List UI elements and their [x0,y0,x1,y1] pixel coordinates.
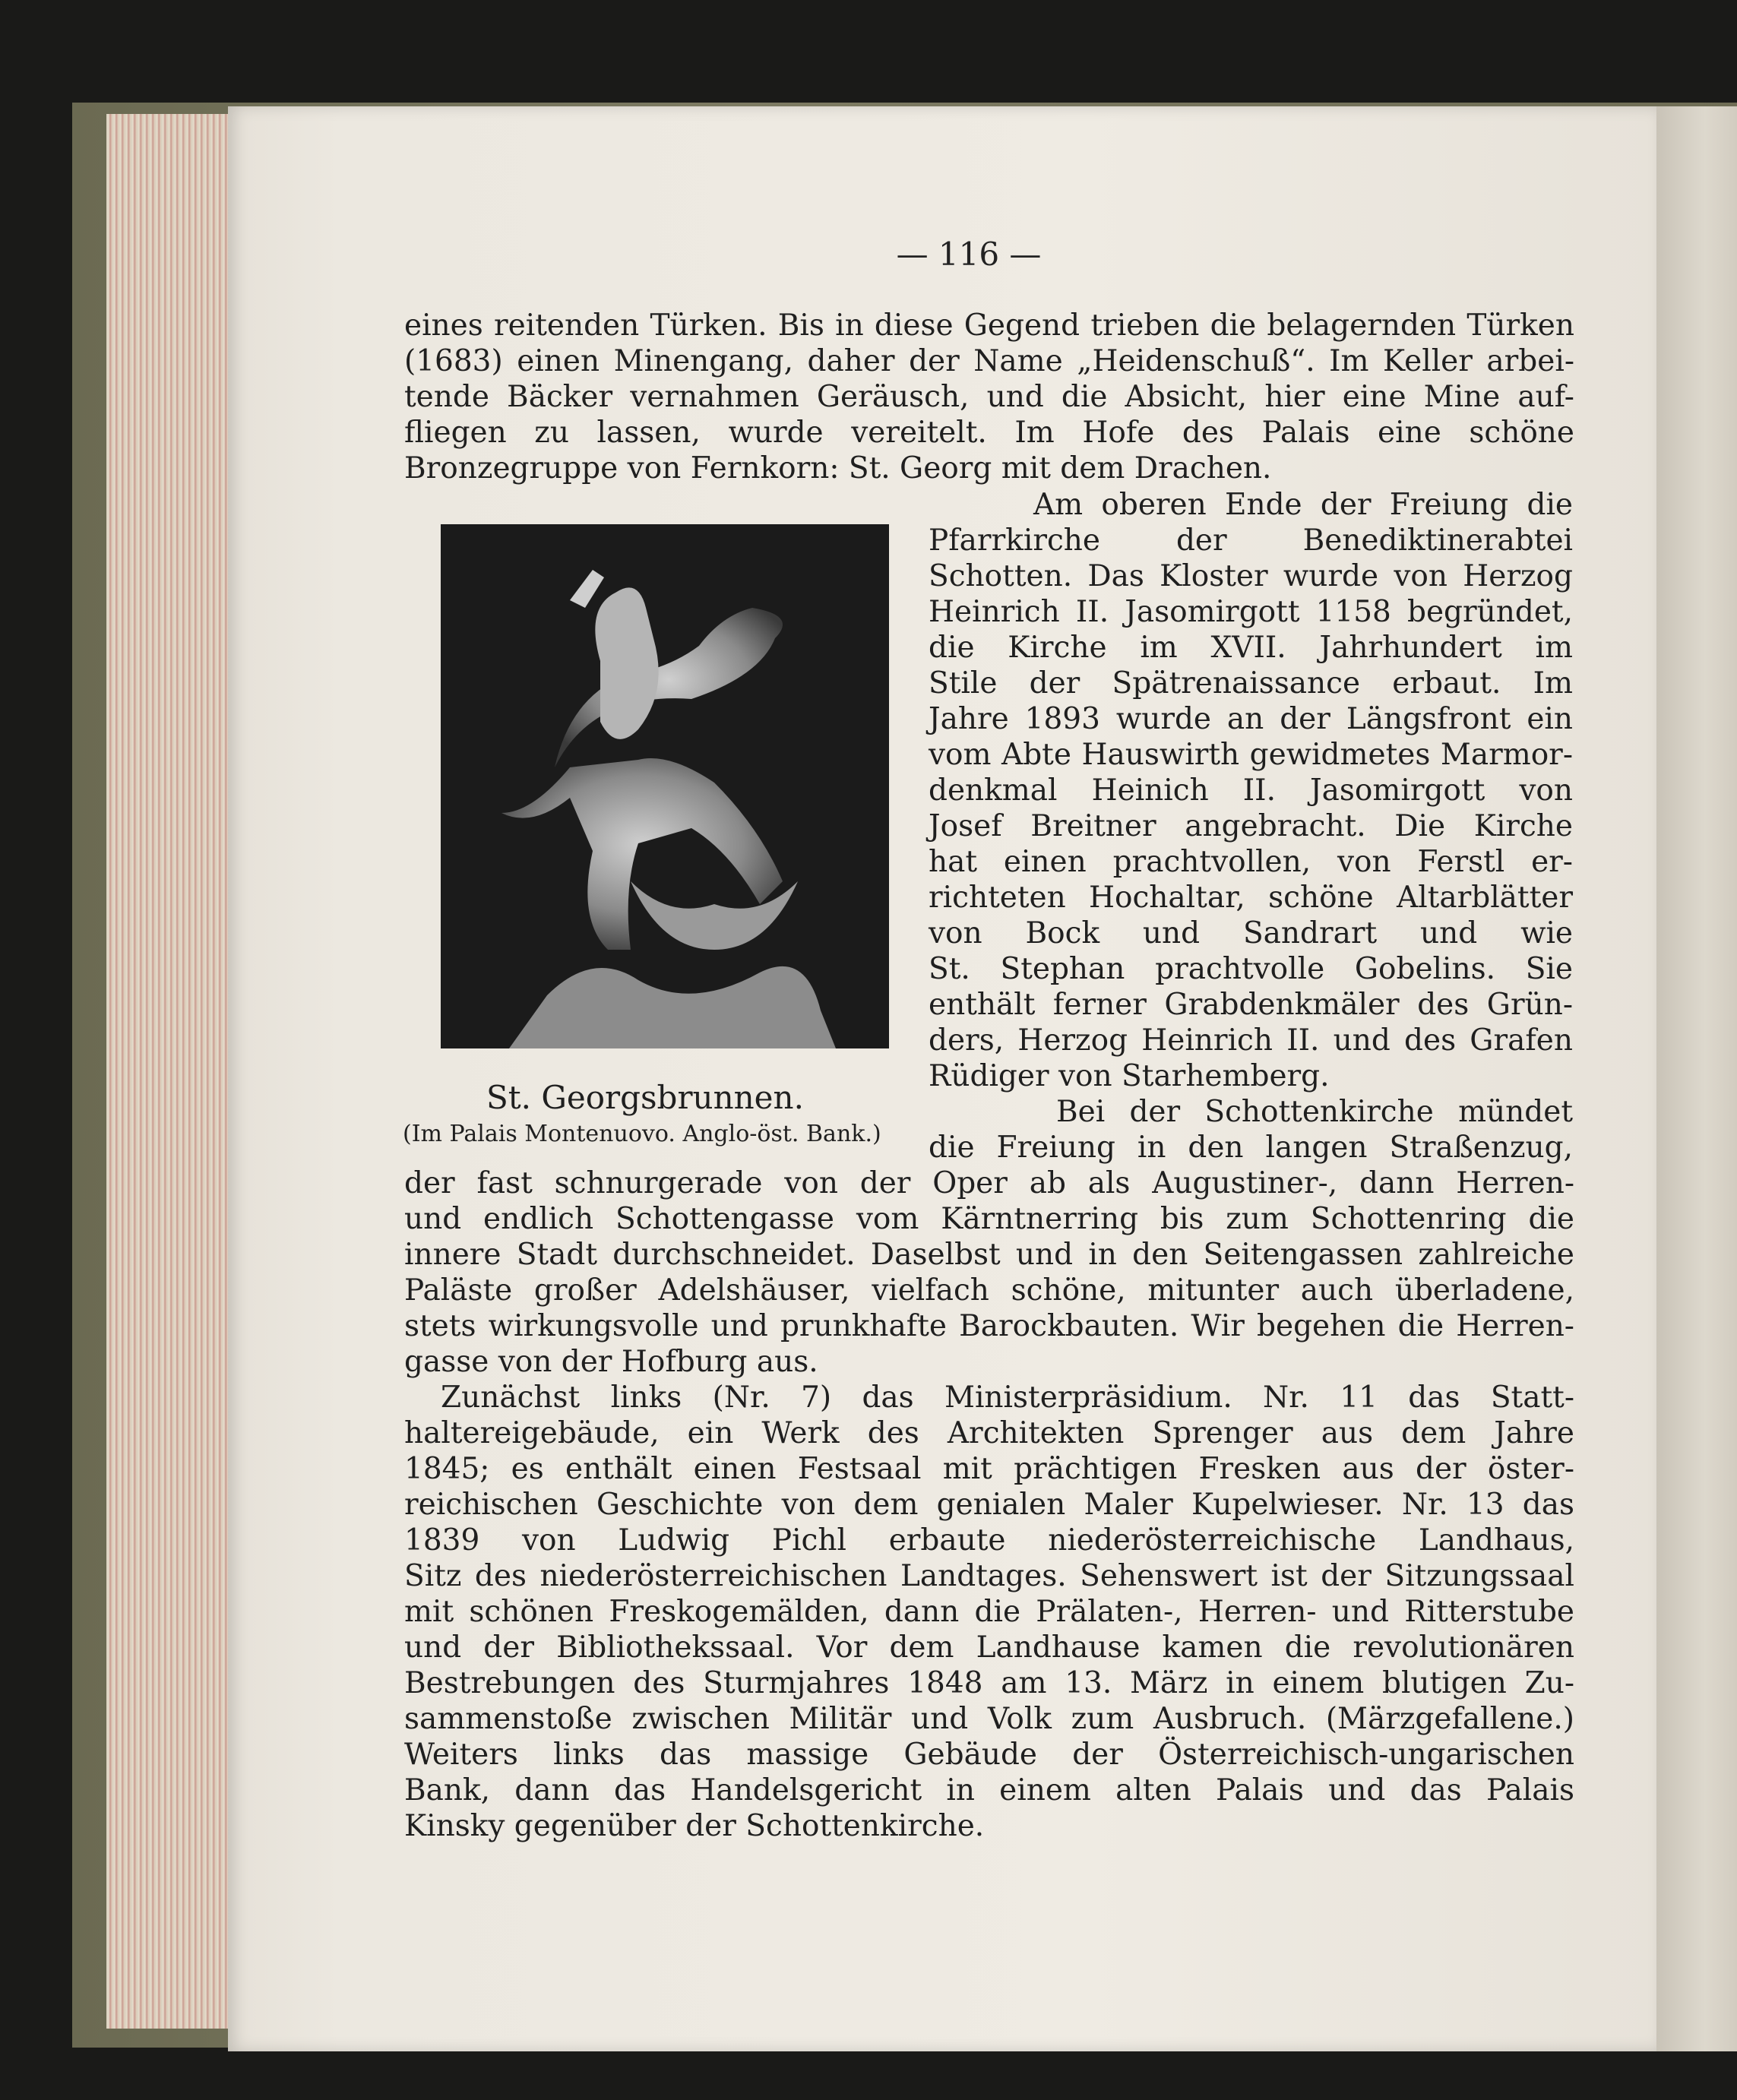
text-line: denkmal Heinich II. Jasomirgott von [929,773,1573,808]
text-line: und der Bibliothekssaal. Vor dem Landhause kamen die revolutionären [404,1630,1574,1665]
text-line: Kinsky gegenüber der Schottenkirche. [404,1809,985,1843]
text-line: Zunächst links (Nr. 7) das Ministerpräsidium. Nr. 11 das Statt- [441,1380,1574,1415]
text-line: innere Stadt durchschneidet. Daselbst und in den Seitengassen zahlreiche [404,1238,1574,1272]
next-page-edge [1656,106,1737,2051]
caption-title: St. Georgsbrunnen. [486,1079,804,1116]
text-line: von Bock und Sandrart und wie [929,916,1573,950]
text-line: Pfarrkirche der Benediktinerabtei [929,523,1573,558]
statue-photo [441,524,889,1048]
text-line: Bei der Schottenkirche mündet [1056,1095,1573,1129]
text-line: fliegen zu lassen, wurde vereitelt. Im Hofe des Palais eine schöne [404,416,1574,450]
text-line: enthält ferner Grabdenkmäler des Grün- [929,988,1573,1022]
text-line: hat einen prachtvollen, von Ferstl er- [929,845,1573,879]
text-line: Schotten. Das Kloster wurde von Herzog [929,559,1573,593]
text-line: eines reitenden Türken. Bis in diese Gegend trieben die belagernden Türken [404,308,1574,343]
text-line: Bronzegruppe von Fernkorn: St. Georg mit dem Drachen. [404,451,1272,485]
text-line: Josef Breitner angebracht. Die Kirche [929,809,1573,843]
text-line: reichischen Geschichte von dem genialen Maler Kupelwieser. Nr. 13 das [404,1488,1574,1522]
text-line: die Freiung in den langen Straßenzug, [929,1131,1573,1165]
text-line: Bestrebungen des Sturmjahres 1848 am 13. März in einem blutigen Zu- [404,1666,1574,1700]
text-line: Heinrich II. Jasomirgott 1158 begründet, [929,595,1573,629]
text-line: tende Bäcker vernahmen Geräusch, und die Absicht, hier eine Mine auf- [404,380,1574,414]
text-line: richteten Hochaltar, schöne Altarblätter [929,881,1573,915]
text-line: Paläste großer Adelshäuser, vielfach schöne, mitunter auch überladene, [404,1273,1574,1308]
text-line: Rüdiger von Starhemberg. [929,1059,1330,1093]
text-line: Sitz des niederösterreichischen Landtages. Sehenswert ist der Sitzungssaal [404,1559,1574,1593]
caption-subtitle: (Im Palais Montenuovo. Anglo-öst. Bank.) [403,1121,881,1147]
text-line: Bank, dann das Handelsgericht in einem alten Palais und das Palais [404,1773,1574,1807]
text-line: mit schönen Freskogemälden, dann die Prälaten-, Herren- und Ritterstube [404,1595,1574,1629]
text-line: St. Stephan prachtvolle Gobelins. Sie [929,952,1573,986]
text-line: gasse von der Hofburg aus. [404,1345,818,1379]
text-line: sammenstoße zwischen Militär und Volk zum Ausbruch. (Märzgefallene.) [404,1702,1574,1736]
text-line: 1839 von Ludwig Pichl erbaute niederösterreichische Landhaus, [404,1523,1574,1558]
text-line: Jahre 1893 wurde an der Längsfront ein [929,702,1573,736]
page-number: — 116 — [896,236,1042,273]
text-line: Am oberen Ende der Freiung die [1033,488,1573,522]
text-line: und endlich Schottengasse vom Kärntnerring bis zum Schottenring die [404,1202,1574,1236]
text-line: vom Abte Hauswirth gewidmetes Marmor- [929,738,1573,772]
text-line: die Kirche im XVII. Jahrhundert im [929,631,1573,665]
text-line: haltereigebäude, ein Werk des Architekten Sprenger aus dem Jahre [404,1416,1574,1450]
text-line: ders, Herzog Heinrich II. und des Grafen [929,1023,1573,1058]
text-line: Weiters links das massige Gebäude der Österreichisch-ungarischen [404,1738,1574,1772]
text-line: der fast schnurgerade von der Oper ab als Augustiner-, dann Herren- [404,1166,1574,1200]
text-line: Stile der Spätrenaissance erbaut. Im [929,666,1573,701]
page-edges [106,114,228,2029]
text-line: stets wirkungsvolle und prunkhafte Barockbauten. Wir begehen die Herren- [404,1309,1574,1343]
text-line: (1683) einen Minengang, daher der Name „Heidenschuß“. Im Keller arbei- [404,344,1574,378]
text-line: 1845; es enthält einen Festsaal mit prächtigen Fresken aus der öster- [404,1452,1574,1486]
